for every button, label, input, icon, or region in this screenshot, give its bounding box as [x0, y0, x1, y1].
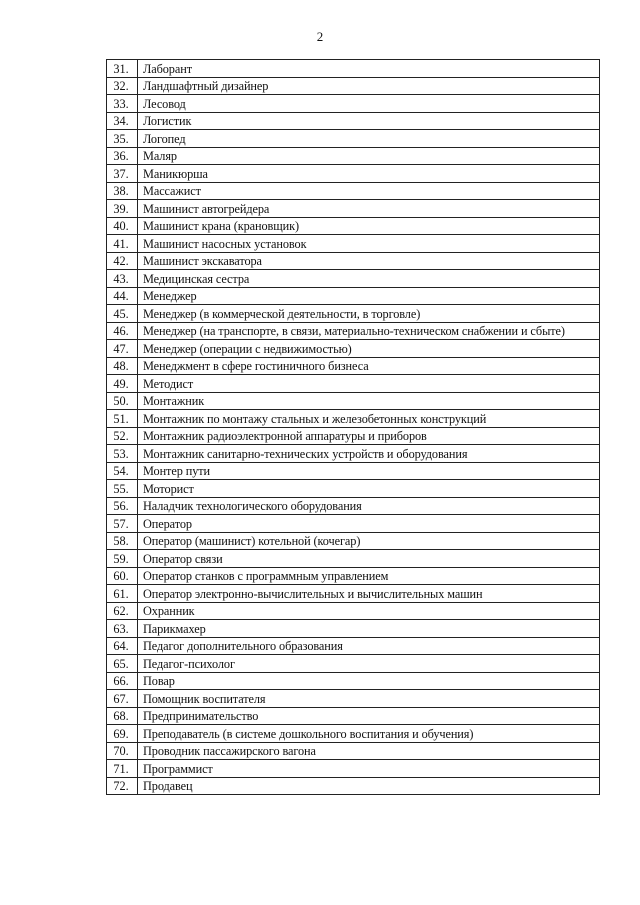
profession-name: Монтажник санитарно-технических устройств и оборудования — [138, 445, 600, 463]
row-number: 67. — [107, 690, 138, 708]
row-number: 43. — [107, 270, 138, 288]
profession-name: Машинист экскаватора — [138, 252, 600, 270]
profession-name: Оператор электронно-вычислительных и вычислительных машин — [138, 585, 600, 603]
row-number: 37. — [107, 165, 138, 183]
row-number: 34. — [107, 112, 138, 130]
row-number: 70. — [107, 742, 138, 760]
profession-name: Методист — [138, 375, 600, 393]
row-number: 44. — [107, 287, 138, 305]
table-row — [107, 445, 600, 463]
profession-name: Повар — [138, 672, 600, 690]
table-row — [107, 777, 600, 795]
profession-name: Менеджер (на транспорте, в связи, материально-техническом снабжении и сбыте) — [138, 322, 600, 340]
table-row — [107, 235, 600, 253]
row-number: 71. — [107, 760, 138, 778]
row-number: 36. — [107, 147, 138, 165]
row-number: 66. — [107, 672, 138, 690]
profession-name: Машинист насосных установок — [138, 235, 600, 253]
row-number: 58. — [107, 532, 138, 550]
row-number: 48. — [107, 357, 138, 375]
row-number: 72. — [107, 777, 138, 795]
table-row — [107, 690, 600, 708]
row-number: 54. — [107, 462, 138, 480]
profession-name: Педагог дополнительного образования — [138, 637, 600, 655]
row-number: 52. — [107, 427, 138, 445]
profession-name: Лесовод — [138, 95, 600, 113]
table-row — [107, 77, 600, 95]
table-row — [107, 760, 600, 778]
row-number: 39. — [107, 200, 138, 218]
row-number: 68. — [107, 707, 138, 725]
table-row — [107, 427, 600, 445]
table-row — [107, 585, 600, 603]
table-row — [107, 147, 600, 165]
table-row — [107, 217, 600, 235]
row-number: 57. — [107, 515, 138, 533]
row-number: 38. — [107, 182, 138, 200]
row-number: 65. — [107, 655, 138, 673]
row-number: 40. — [107, 217, 138, 235]
page-number: 2 — [316, 29, 324, 44]
table-row — [107, 602, 600, 620]
table-row — [107, 182, 600, 200]
profession-name: Монтажник по монтажу стальных и железобетонных конструкций — [138, 410, 600, 428]
profession-name: Продавец — [138, 777, 600, 795]
profession-name: Логистик — [138, 112, 600, 130]
professions-table — [106, 59, 600, 795]
row-number: 61. — [107, 585, 138, 603]
table-row — [107, 655, 600, 673]
table-row — [107, 112, 600, 130]
profession-name: Преподаватель (в системе дошкольного воспитания и обучения) — [138, 725, 600, 743]
profession-name: Лаборант — [138, 60, 600, 78]
table-row — [107, 725, 600, 743]
row-number: 62. — [107, 602, 138, 620]
row-number: 55. — [107, 480, 138, 498]
profession-name: Машинист крана (крановщик) — [138, 217, 600, 235]
table-row — [107, 672, 600, 690]
profession-name: Менеджмент в сфере гостиничного бизнеса — [138, 357, 600, 375]
row-number: 51. — [107, 410, 138, 428]
row-number: 56. — [107, 497, 138, 515]
profession-name: Ландшафтный дизайнер — [138, 77, 600, 95]
table-row — [107, 200, 600, 218]
profession-name: Программист — [138, 760, 600, 778]
profession-name: Помощник воспитателя — [138, 690, 600, 708]
profession-name: Массажист — [138, 182, 600, 200]
row-number: 46. — [107, 322, 138, 340]
profession-name: Монтер пути — [138, 462, 600, 480]
profession-name: Парикмахер — [138, 620, 600, 638]
profession-name: Наладчик технологического оборудования — [138, 497, 600, 515]
profession-name: Предпринимательство — [138, 707, 600, 725]
row-number: 49. — [107, 375, 138, 393]
table-row — [107, 305, 600, 323]
profession-name: Педагог-психолог — [138, 655, 600, 673]
profession-name: Менеджер (в коммерческой деятельности, в торговле) — [138, 305, 600, 323]
row-number: 69. — [107, 725, 138, 743]
profession-name: Охранник — [138, 602, 600, 620]
profession-name: Менеджер — [138, 287, 600, 305]
table-row — [107, 550, 600, 568]
row-number: 31. — [107, 60, 138, 78]
table-row — [107, 532, 600, 550]
table-row — [107, 270, 600, 288]
table-row — [107, 497, 600, 515]
table-row — [107, 567, 600, 585]
row-number: 47. — [107, 340, 138, 358]
table-row — [107, 322, 600, 340]
profession-name: Медицинская сестра — [138, 270, 600, 288]
row-number: 64. — [107, 637, 138, 655]
table-row — [107, 252, 600, 270]
profession-name: Машинист автогрейдера — [138, 200, 600, 218]
table-row — [107, 515, 600, 533]
table-row — [107, 707, 600, 725]
row-number: 32. — [107, 77, 138, 95]
table-row — [107, 637, 600, 655]
profession-name: Проводник пассажирского вагона — [138, 742, 600, 760]
table-row — [107, 410, 600, 428]
profession-name: Менеджер (операции с недвижимостью) — [138, 340, 600, 358]
table-row — [107, 480, 600, 498]
row-number: 45. — [107, 305, 138, 323]
profession-name: Оператор — [138, 515, 600, 533]
table-row — [107, 165, 600, 183]
row-number: 59. — [107, 550, 138, 568]
table-body — [107, 60, 600, 795]
row-number: 50. — [107, 392, 138, 410]
row-number: 53. — [107, 445, 138, 463]
profession-name: Маникюрша — [138, 165, 600, 183]
profession-name: Монтажник радиоэлектронной аппаратуры и приборов — [138, 427, 600, 445]
table-row — [107, 462, 600, 480]
row-number: 42. — [107, 252, 138, 270]
profession-name: Оператор связи — [138, 550, 600, 568]
row-number: 41. — [107, 235, 138, 253]
profession-name: Моторист — [138, 480, 600, 498]
row-number: 60. — [107, 567, 138, 585]
table-row — [107, 287, 600, 305]
row-number: 35. — [107, 130, 138, 148]
profession-name: Логопед — [138, 130, 600, 148]
table-row — [107, 130, 600, 148]
profession-name: Монтажник — [138, 392, 600, 410]
table-row — [107, 60, 600, 78]
table-row — [107, 392, 600, 410]
profession-name: Оператор (машинист) котельной (кочегар) — [138, 532, 600, 550]
table-row — [107, 742, 600, 760]
row-number: 63. — [107, 620, 138, 638]
table-row — [107, 375, 600, 393]
profession-name: Маляр — [138, 147, 600, 165]
profession-name: Оператор станков с программным управлением — [138, 567, 600, 585]
table-row — [107, 620, 600, 638]
table-row — [107, 357, 600, 375]
row-number: 33. — [107, 95, 138, 113]
table-row — [107, 340, 600, 358]
table-row — [107, 95, 600, 113]
